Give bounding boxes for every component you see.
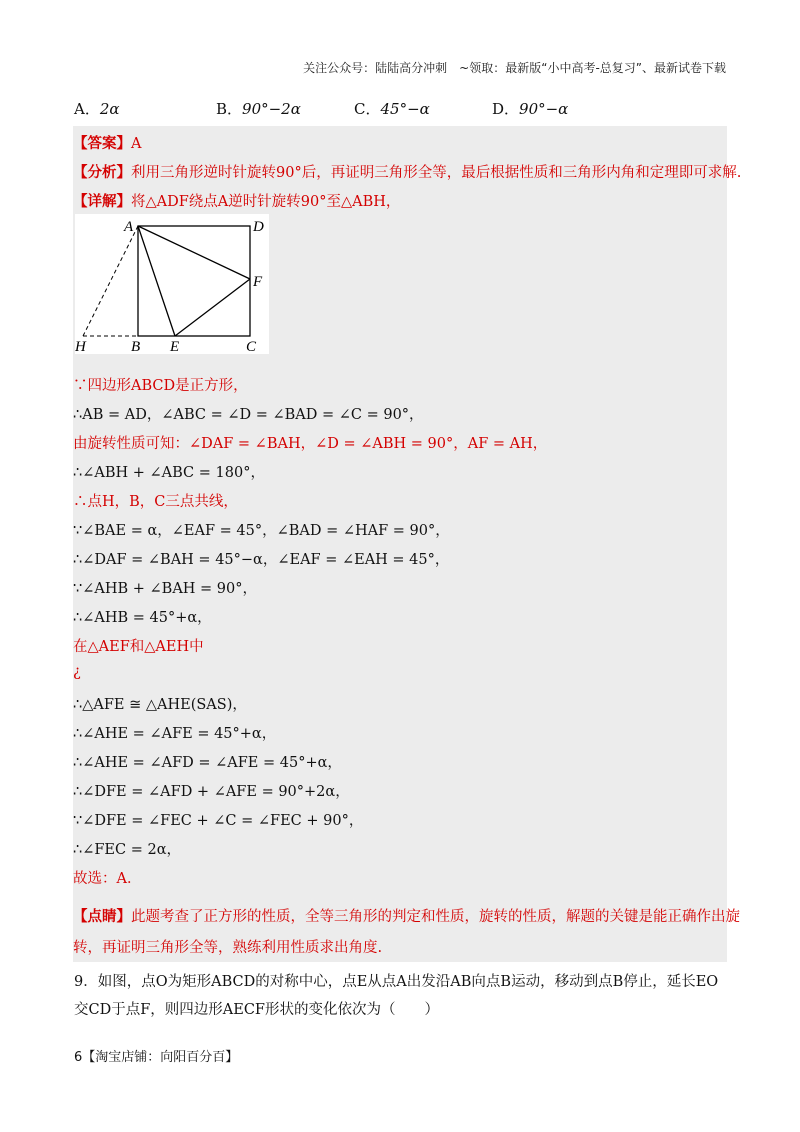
step-line: ∴∠AHB = 45°+α， — [73, 610, 212, 626]
solution-panel — [73, 126, 742, 962]
step-line: ¿ — [73, 664, 81, 680]
option-b: B．90°−2α — [216, 100, 301, 118]
segment-af — [138, 226, 250, 279]
step-line: ∵∠AHB + ∠BAH = 90°， — [73, 581, 258, 597]
label-a: A — [124, 219, 134, 235]
step-line: ∴∠AHE = ∠AFD = ∠AFE = 45°+α， — [73, 755, 342, 771]
square-abcd — [138, 226, 250, 336]
label-e: E — [170, 339, 180, 354]
question-9-line-2: 交CD于点F，则四边形AECF形状的变化依次为（ ） — [74, 1002, 439, 1018]
comment-line-1: 【点睛】此题考查了正方形的性质，全等三角形的判定和性质，旋转的性质，解题的关键是能正确作出旋 — [73, 908, 740, 925]
step-line: ∴∠ABH + ∠ABC = 180°， — [73, 465, 265, 481]
answer-options — [74, 96, 734, 122]
option-d: D．90°−α — [492, 100, 569, 118]
step-line: ∵∠DFE = ∠FEC + ∠C = ∠FEC + 90°， — [73, 813, 364, 829]
analysis-line: 【分析】利用三角形逆时针旋转90°后，再证明三角形全等，最后根据性质和三角形内角和定理即可求解. — [73, 164, 742, 181]
step-line: ∴∠DAF = ∠BAH = 45°−α，∠EAF = ∠EAH = 45°， — [73, 552, 450, 568]
page-number: 6 — [74, 1050, 83, 1065]
question-9-line-1: 9．如图，点O为矩形ABCD的对称中心，点E从点A出发沿AB向点B运动，移动到点B停止，延长EO — [74, 974, 719, 990]
label-f: F — [253, 274, 263, 290]
label-d: D — [253, 219, 264, 235]
detail-line: 【详解】将△ADF绕点A逆时针旋转90°至△ABH， — [73, 193, 401, 210]
step-line: ∴∠DFE = ∠AFD + ∠AFE = 90°+2α， — [73, 784, 350, 800]
step-line: 故选：A． — [73, 871, 142, 887]
segment-ef — [175, 279, 250, 336]
step-line: 在△AEF和△AEH中 — [73, 639, 204, 655]
page-footer — [74, 1046, 238, 1065]
option-c: C．45°−α — [354, 100, 430, 118]
geometry-figure — [75, 214, 269, 354]
step-line: ∵四边形ABCD是正方形， — [73, 378, 248, 394]
step-line: ∴∠AHE = ∠AFE = 45°+α， — [73, 726, 277, 742]
option-a: A．2α — [74, 100, 120, 118]
answer-line: 【答案】A — [73, 135, 142, 152]
step-line: ∴AB = AD，∠ABC = ∠D = ∠BAD = ∠C = 90°， — [73, 407, 424, 423]
step-line: 由旋转性质可知：∠DAF = ∠BAH，∠D = ∠ABH = 90°，AF = AH， — [73, 436, 548, 452]
segment-ah-dashed — [83, 226, 138, 336]
step-line: ∴△AFE ≅ △AHE(SAS)， — [73, 697, 247, 713]
segment-ae — [138, 226, 175, 336]
footer-text: 【淘宝店铺：向阳百分百】 — [82, 1050, 239, 1065]
page-header: 关注公众号：陆陆高分冲刺 ~领取：最新版“小中高考-总复习”、最新试卷下载 — [303, 61, 726, 75]
square-diagram — [75, 214, 269, 354]
step-line: ∵∠BAE = α，∠EAF = 45°，∠BAD = ∠HAF = 90°， — [73, 523, 450, 539]
label-b: B — [131, 339, 141, 354]
label-c: C — [246, 339, 257, 354]
comment-line-2: 转，再证明三角形全等，熟练利用性质求出角度. — [73, 940, 383, 956]
step-line: ∴∠FEC = 2α， — [73, 842, 181, 858]
label-h: H — [75, 339, 86, 354]
step-line: ∴点H，B，C三点共线， — [73, 494, 238, 510]
